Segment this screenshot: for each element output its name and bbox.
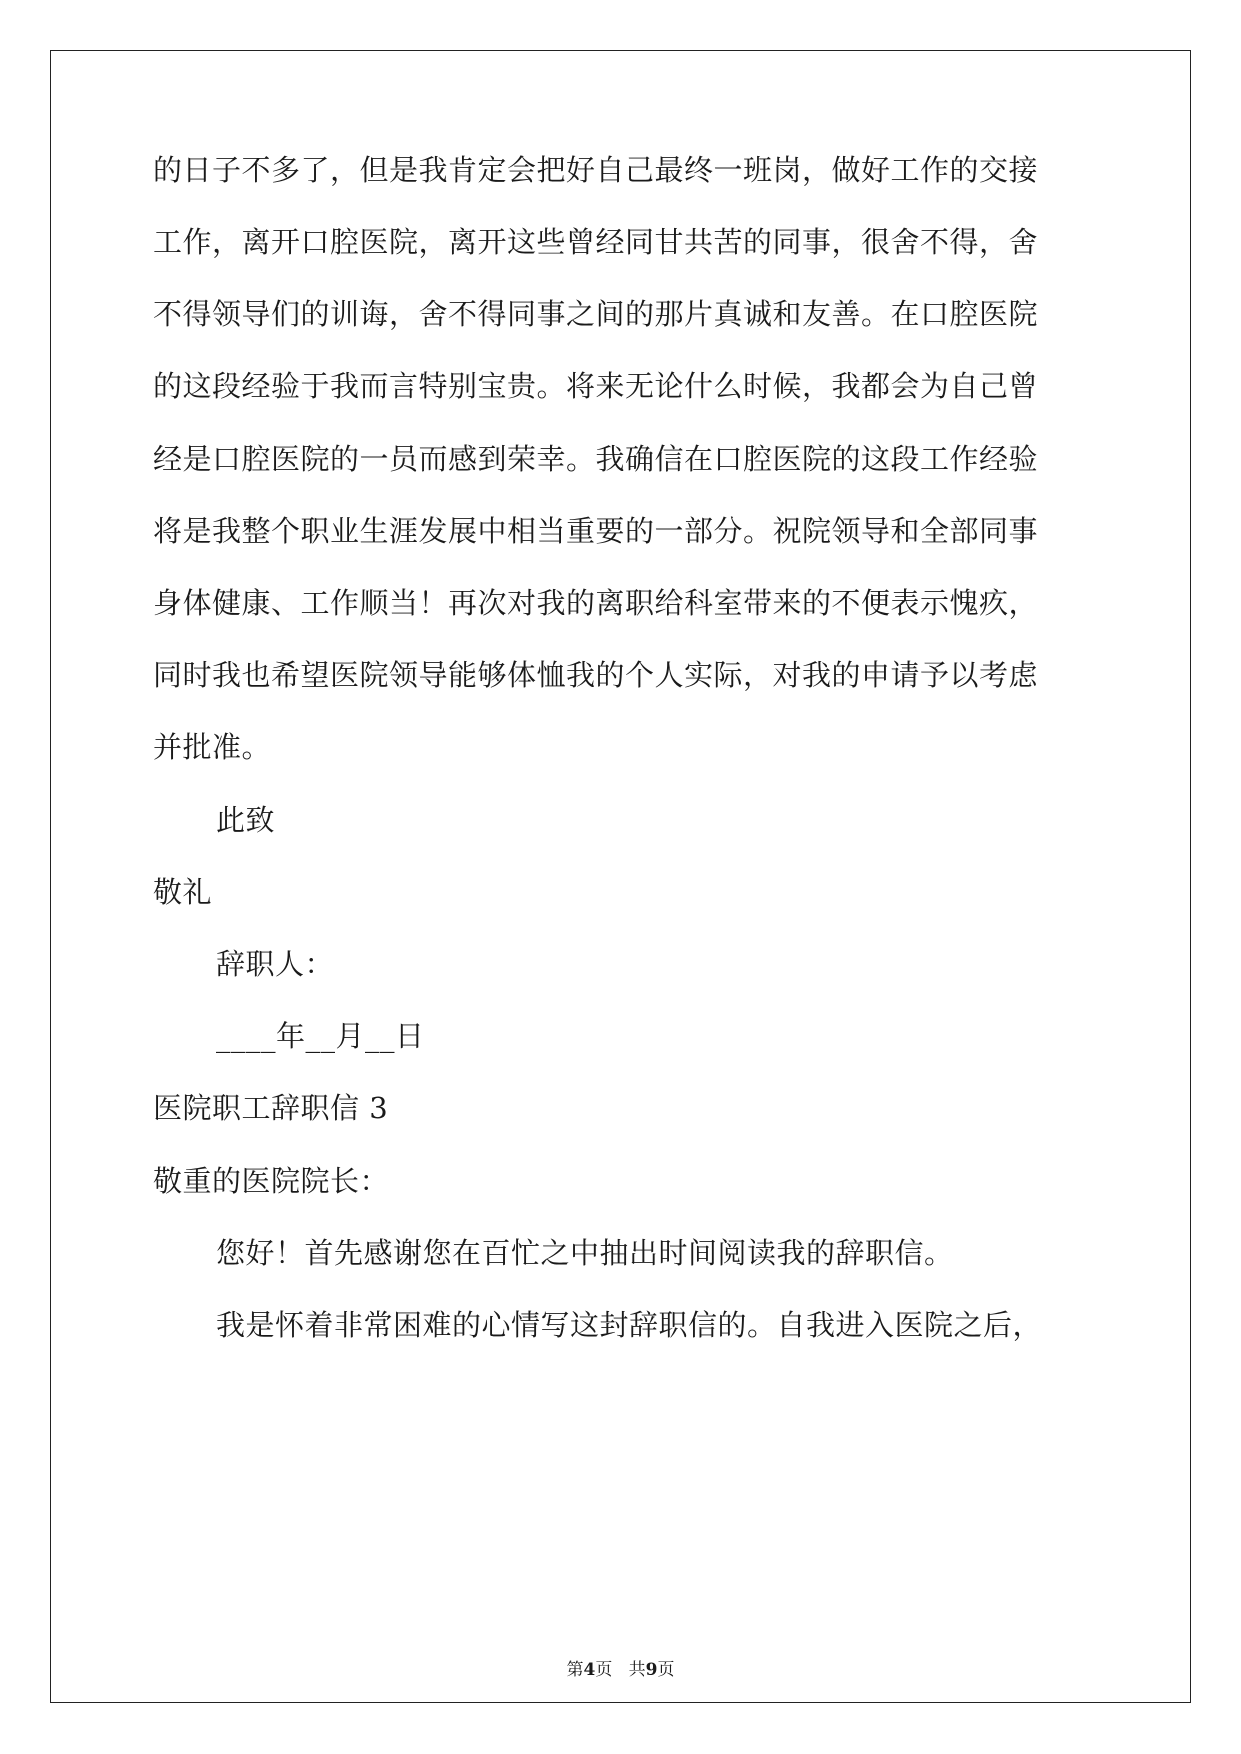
paragraph-line: 经是口腔医院的一员而感到荣幸。我确信在口腔医院的这段工作经验 [153,442,1039,476]
paragraph-line: 的这段经验于我而言特别宝贵。将来无论什么时候，我都会为自己曾 [153,369,1039,403]
signer-label: 辞职人： [216,947,335,981]
paragraph-line: 不得领导们的训诲，舍不得同事之间的那片真诚和友善。在口腔医院 [153,297,1039,331]
greeting: 敬重的医院院长： [153,1164,390,1198]
paragraph-line: 身体健康、工作顺当！再次对我的离职给科室带来的不便表示愧疚， [153,586,1039,620]
date-line: ____年__月__日 [216,1019,425,1053]
paragraph-line: 工作，离开口腔医院，离开这些曾经同甘共苦的同事，很舍不得，舍 [153,225,1039,259]
section-title: 医院职工辞职信 3 [153,1091,389,1125]
footer-prefix: 第 [566,1660,584,1680]
regards: 敬礼 [153,875,213,909]
paragraph-line: 我是怀着非常困难的心情写这封辞职信的。自我进入医院之后， [216,1308,1043,1342]
page-footer [0,1658,1241,1682]
footer-mid: 页 共 [595,1660,646,1680]
paragraph-line: 的日子不多了，但是我肯定会把好自己最终一班岗，做好工作的交接 [153,153,1039,187]
paragraph-line: 并批准。 [153,730,272,764]
current-page-number: 4 [583,1660,596,1680]
paragraph-line: 您好！首先感谢您在百忙之中抽出时间阅读我的辞职信。 [216,1236,954,1270]
footer-suffix: 页 [657,1660,675,1680]
paragraph-line: 同时我也希望医院领导能够体恤我的个人实际，对我的申请予以考虑 [153,658,1039,692]
total-pages-number: 9 [645,1660,658,1680]
paragraph-line: 将是我整个职业生涯发展中相当重要的一部分。祝院领导和全部同事 [153,514,1039,548]
salutation-closing: 此致 [216,803,276,837]
